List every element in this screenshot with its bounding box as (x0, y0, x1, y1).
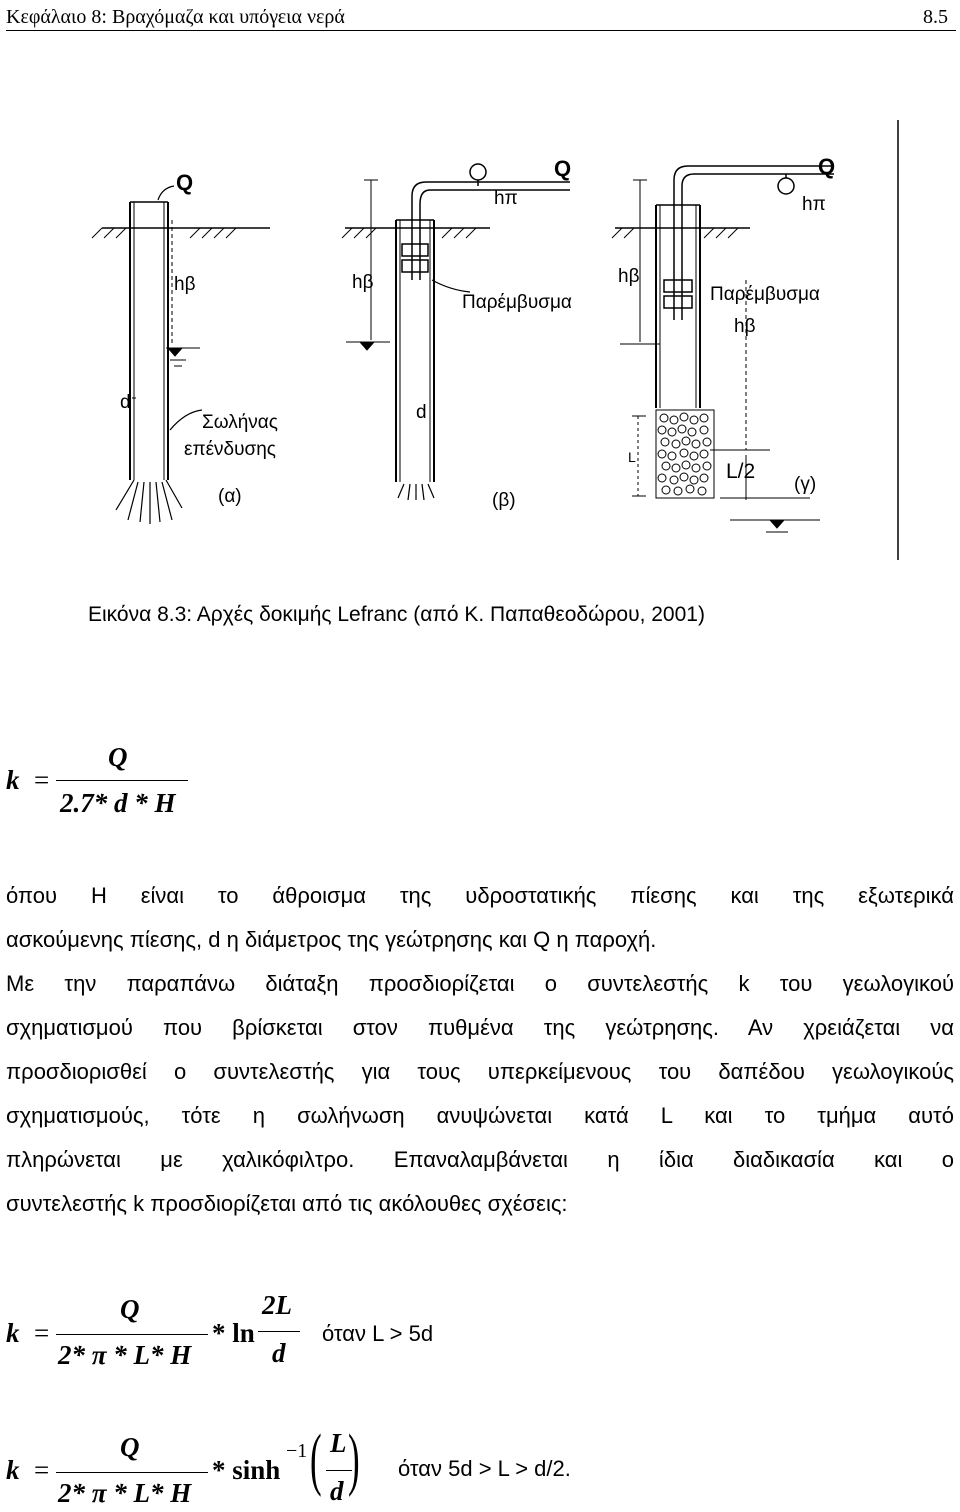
panel-c-q-label: Q (818, 154, 836, 179)
eq1-denominator: 2.7* d * H (60, 788, 176, 818)
panel-c-caption-label: (γ) (794, 474, 817, 495)
eq3-fraction-bar (56, 1472, 208, 1473)
eq3-left-paren: ( (310, 1421, 322, 1498)
paragraph-line: πληρώνεται με χαλικόφιλτρο. Επαναλαμβάνεται η ίδια διαδικασία και ο (6, 1147, 954, 1172)
body-paragraph (6, 874, 954, 1226)
eq2-equals: = (34, 1318, 50, 1348)
eq2-condition: όταν L > 5d (322, 1321, 434, 1346)
panel-a (92, 186, 270, 524)
eq2-denominator: 2* π * L* H (58, 1340, 192, 1370)
eq2-numerator-2: 2L (262, 1290, 292, 1320)
eq1-fraction-bar (56, 780, 188, 781)
panel-b-caption-label: (β) (492, 490, 516, 511)
panel-a-d-label: d (120, 392, 131, 413)
eq3-numerator-2: L (330, 1428, 347, 1458)
panel-b (342, 164, 570, 500)
panel-c-hb-label-right: hβ (734, 316, 756, 337)
panel-c-hb-label-left: hβ (618, 266, 640, 287)
page-number: 8.5 (923, 6, 948, 28)
panel-b-hp-label: hπ (494, 188, 518, 209)
figure-caption: Εικόνα 8.3: Αρχές δοκιμής Lefranc (από Κ. Παπαθεοδώρου, 2001) (88, 603, 705, 626)
eq1-lhs: k (6, 765, 20, 795)
panel-c-packer-label: Παρέμβυσμα (710, 284, 820, 305)
eq2-lhs: k (6, 1318, 20, 1348)
paragraph-line: συντελεστής k προσδιορίζεται από τις ακόλουθες σχέσεις: (6, 1191, 568, 1216)
panel-b-d-label: d (416, 402, 427, 423)
panel-c-l-half-label: L/2 (726, 460, 756, 483)
eq3-condition: όταν 5d > L > d/2. (398, 1456, 571, 1481)
eq3-denominator-2: d (330, 1476, 344, 1506)
panel-a-casing-label-2: επένδυσης (184, 439, 276, 460)
eq3-lhs: k (6, 1455, 20, 1485)
panel-c-l-label: L (628, 449, 636, 465)
panel-a-hb-label: hβ (174, 274, 196, 295)
paragraph-line: σχηματισμούς, τότε η σωλήνωση ανυψώνεται κατά L και το τμήμα αυτό (6, 1103, 954, 1128)
eq2-ln: * ln (212, 1318, 255, 1348)
eq3-equals: = (34, 1455, 50, 1485)
eq3-right-paren: ) (348, 1421, 360, 1498)
panel-c (612, 120, 898, 560)
panel-b-q-label: Q (554, 156, 572, 181)
lefranc-test-figure (90, 120, 902, 570)
panel-c-hp-label: hπ (802, 194, 826, 215)
panel-a-caption-label: (α) (218, 486, 242, 507)
eq3-sinh: * sinh (212, 1455, 281, 1485)
paragraph-line: Με την παραπάνω διάταξη προσδιορίζεται ο συντελεστής k του γεωλογικού (6, 971, 954, 996)
panel-a-casing-label: Σωλήνας (202, 412, 278, 433)
eq2-numerator: Q (120, 1294, 140, 1324)
eq3-numerator: Q (120, 1432, 140, 1462)
eq3-exponent: −1 (286, 1440, 308, 1462)
eq2-fraction-bar (56, 1334, 208, 1335)
eq2-denominator-2: d (272, 1338, 286, 1368)
paragraph-line: σχηματισμού που βρίσκεται στον πυθμένα της γεώτρησης. Αν χρειάζεται να (6, 1015, 954, 1040)
eq2-fraction-bar-2 (258, 1331, 300, 1332)
panel-a-q-label: Q (176, 170, 194, 195)
eq3-denominator: 2* π * L* H (58, 1478, 192, 1508)
paragraph-line: ασκούμενης πίεσης, d η διάμετρος της γεώτρησης και Q η παροχή. (6, 927, 657, 952)
eq1-numerator: Q (108, 742, 128, 772)
paragraph-line: προσδιορισθεί ο συντελεστής για τους υπερκείμενους του δαπέδου γεωλογικούς (6, 1059, 954, 1084)
chapter-title: Κεφάλαιο 8: Βραχόμαζα και υπόγεια νερά (6, 6, 345, 28)
paragraph-line: όπου Η είναι το άθροισμα της υδροστατικής πίεσης και της εξωτερικά (6, 883, 954, 908)
page-header (6, 4, 956, 31)
eq1-equals: = (34, 765, 50, 795)
panel-b-hb-label: hβ (352, 272, 374, 293)
panel-b-packer-label: Παρέμβυσμα (462, 292, 572, 313)
